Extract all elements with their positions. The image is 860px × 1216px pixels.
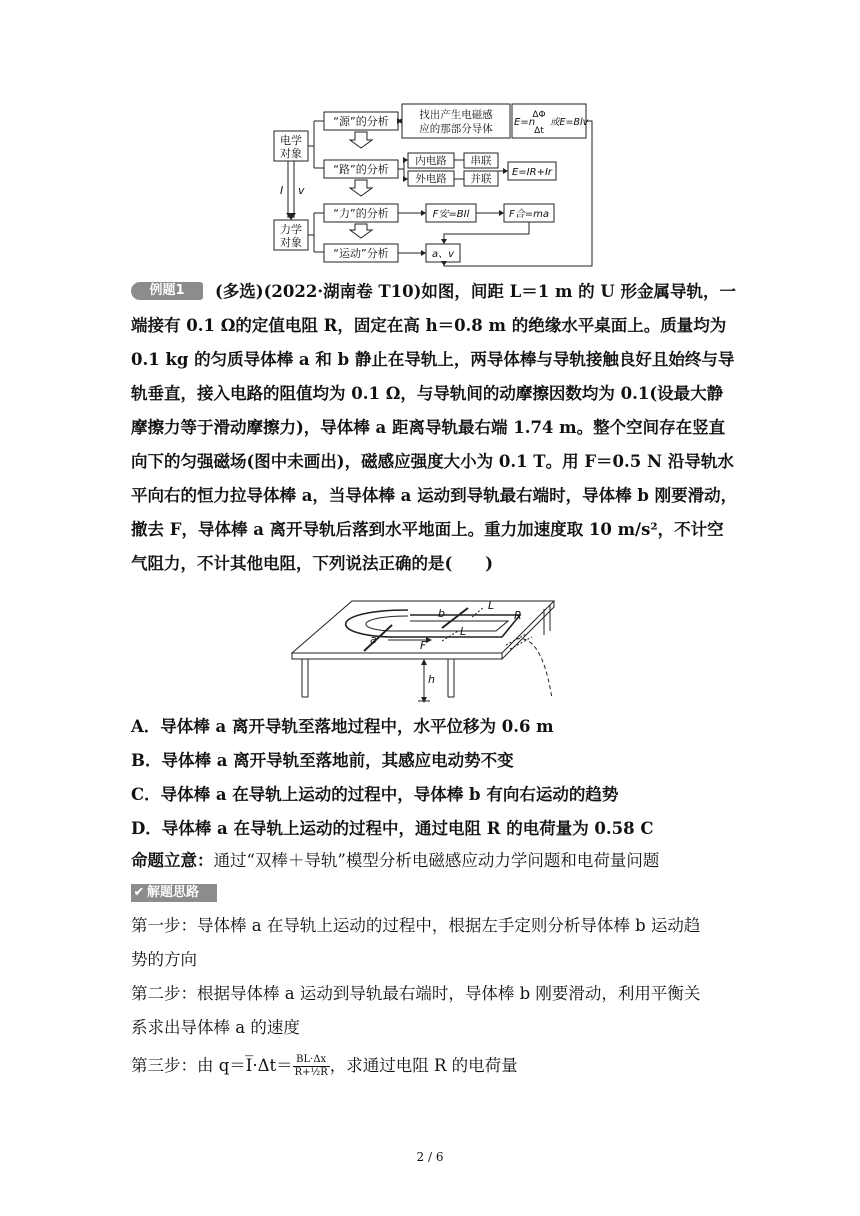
em-object-label-1: 电学 [280, 134, 302, 147]
problem-line-2: 端接有 0.1 Ω的定值电阻 R，固定在高 h＝0.8 m 的绝缘水平桌面上。质量均为 [131, 316, 727, 335]
charge-fraction-denominator: R+½R [294, 1067, 328, 1078]
source-analysis-box: “源”的分析 [333, 115, 389, 128]
parallel-box: 并联 [470, 173, 492, 185]
option-c: C．导体棒 a 在导轨上运动的过程中，导体棒 b 有向右运动的趋势 [131, 785, 619, 804]
page-number: 2 / 6 [416, 1150, 444, 1164]
resistor-label: R [514, 609, 522, 622]
motion-analysis-box: “运动”分析 [333, 247, 389, 260]
step1-line-2: 势的方向 [131, 950, 197, 969]
step2-line-1: 第二步：根据导体棒 a 运动到导轨最右端时，导体棒 b 刚要滑动，利用平衡关 [131, 984, 701, 1003]
accel-velocity-box: a、v [431, 249, 455, 260]
force-analysis-box: “力”的分析 [333, 207, 389, 220]
step3-line [131, 1054, 518, 1079]
problem-line-6: 向下的匀强磁场(图中未画出)，磁感应强度大小为 0.1 T。用 F＝0.5 N 沿导轨水 [131, 452, 734, 471]
series-box: 串联 [470, 155, 492, 167]
emf-suffix: 或E=Blv [550, 117, 589, 128]
step3-prefix: 第三步：由 q＝I̅·Δt＝ [131, 1056, 293, 1075]
link-v-label: v [298, 184, 305, 197]
problem-line-7: 平向右的恒力拉导体棒 a，当导体棒 a 运动到导轨最右端时，导体棒 b 刚要滑动， [131, 486, 738, 505]
problem-line-1: (多选)(2022·湖南卷 T10)如图，间距 L＝1 m 的 U 形金属导轨，一 [215, 282, 737, 301]
option-a: A．导体棒 a 离开导轨至落地过程中，水平位移为 0.6 m [131, 717, 554, 736]
emf-numerator: ΔΦ [532, 110, 546, 120]
inner-circuit-box: 内电路 [415, 155, 447, 167]
thinking-tag [131, 884, 217, 902]
intent-label: 命题立意： [131, 851, 214, 870]
emf-denominator: Δt [534, 126, 544, 136]
problem-line-9: 气阻力，不计其他电阻，下列说法正确的是( ) [131, 554, 494, 573]
step2-line-2: 系求出导体棒 a 的速度 [131, 1018, 300, 1037]
emf-prefix: E=n [514, 117, 536, 128]
link-i-label: I [280, 184, 284, 197]
option-d: D．导体棒 a 在导轨上运动的过程中，通过电阻 R 的电荷量为 0.58 C [131, 819, 654, 838]
ampere-force-box: F安=BIl [432, 209, 470, 220]
check-icon: ✔ [133, 885, 145, 900]
outer-circuit-box: 外电路 [415, 173, 447, 185]
thinking-tag-label: 解题思路 [147, 885, 200, 900]
em-object-label-2: 对象 [280, 147, 302, 160]
rail-spacing-label-bottom: L [460, 625, 467, 638]
option-b: B．导体棒 a 离开导轨至落地前，其感应电动势不变 [131, 751, 514, 770]
intent-text: 通过“双棒＋导轨”模型分析电磁感应动力学问题和电荷量问题 [213, 851, 660, 870]
problem-line-5: 摩擦力等于滑动摩擦力)，导体棒 a 距离导轨最右端 1.74 m。整个空间存在竖直 [131, 418, 726, 437]
force-label: F [420, 639, 427, 652]
rail-setup-figure [288, 595, 568, 705]
rail-spacing-label-top: L [488, 599, 495, 612]
rod-b-label: b [438, 607, 445, 620]
analysis-flow-diagram [268, 100, 598, 270]
charge-fraction-numerator: BL·Δx [293, 1054, 330, 1067]
charge-fraction [293, 1054, 330, 1079]
problem-line-4: 轨垂直，接入电路的阻值均为 0.1 Ω，与导轨间的动摩擦因数均为 0.1(设最大静 [131, 384, 724, 403]
problem-line-8: 撤去 F，导体棒 a 离开导轨后落到水平地面上。重力加速度取 10 m/s²，不计空 [131, 520, 724, 539]
path-analysis-box: “路”的分析 [333, 163, 389, 176]
net-force-box: F合=ma [509, 209, 549, 220]
mech-object-label-2: 对象 [280, 236, 302, 249]
step1-line-1: 第一步：导体棒 a 在导轨上运动的过程中，根据左手定则分析导体棒 b 运动趋 [131, 916, 701, 935]
height-label: h [428, 673, 435, 686]
find-conductor-line-1: 找出产生电磁感 [419, 109, 493, 121]
mech-object-label-1: 力学 [280, 223, 302, 236]
problem-line-3: 0.1 kg 的匀质导体棒 a 和 b 静止在导轨上，两导体棒与导轨接触良好且始终与导 [131, 350, 735, 369]
find-conductor-line-2: 应的那部分导体 [419, 123, 493, 135]
rod-a-label: a [370, 633, 377, 646]
intent-line [131, 850, 659, 872]
step3-suffix: ，求通过电阻 R 的电荷量 [329, 1056, 518, 1075]
example-badge: 例题1 [131, 282, 203, 300]
ohm-law-box: E=IR+Ir [511, 167, 553, 178]
